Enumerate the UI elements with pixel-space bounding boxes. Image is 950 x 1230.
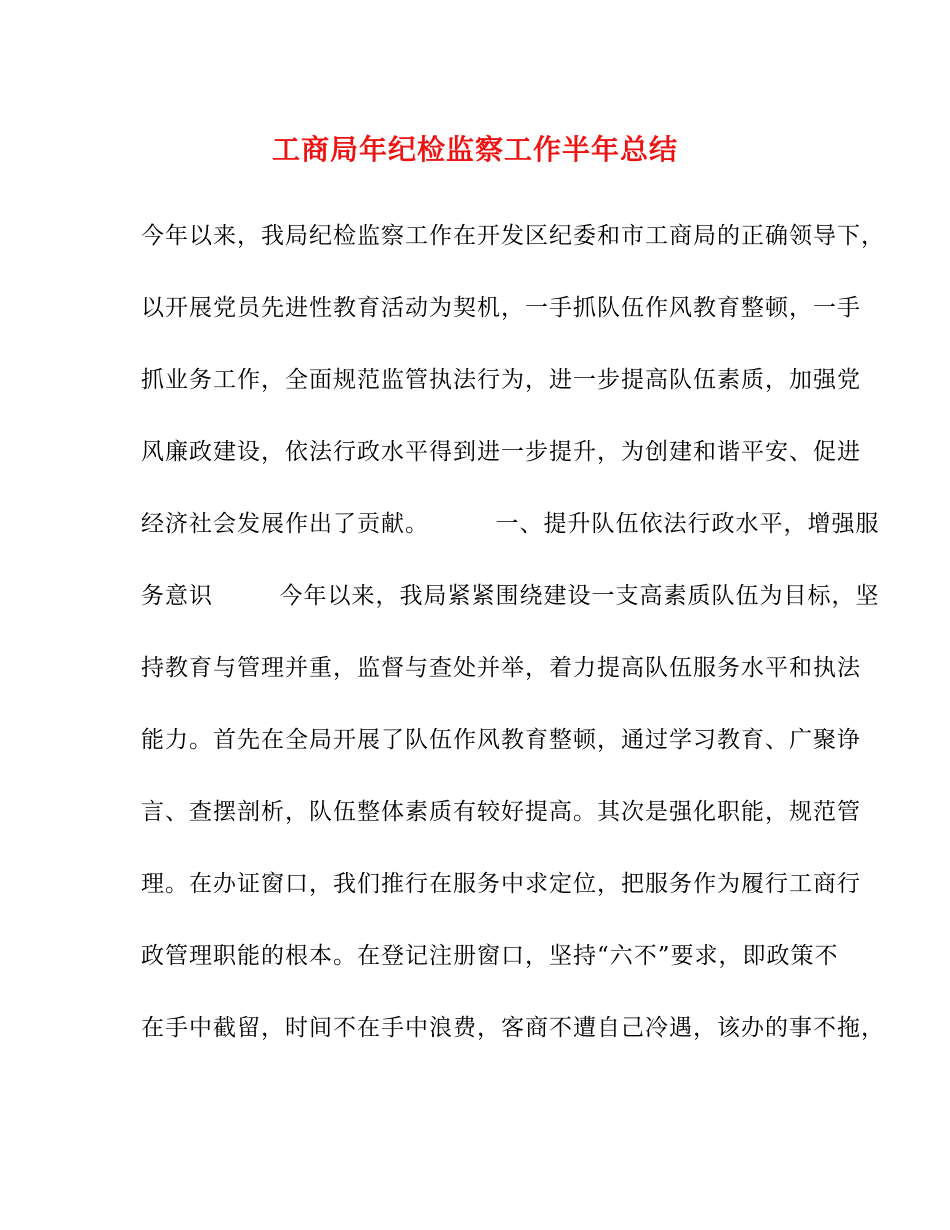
body-line: 抓业务工作，全面规范监管执法行为，进一步提高队伍素质，加强党 (141, 367, 861, 393)
body-line: 能力。首先在全局开展了队伍作风教育整顿，通过学习教育、广聚诤 (141, 727, 861, 753)
body-line: 经济社会发展作出了贡献。 一、提升队伍依法行政水平，增强服 (141, 511, 880, 537)
body-line: 政管理职能的根本。在登记注册窗口，坚持“六不”要求，即政策不 (141, 943, 839, 969)
body-line: 言、查摆剖析，队伍整体素质有较好提高。其次是强化职能，规范管 (141, 799, 861, 825)
document-title: 工商局年纪检监察工作半年总结 (271, 133, 678, 166)
body-line: 今年以来，我局纪检监察工作在开发区纪委和市工商局的正确领导下， (141, 223, 885, 249)
body-line: 持教育与管理并重，监督与查处并举，着力提高队伍服务水平和执法 (141, 655, 861, 681)
document-body (141, 200, 885, 1064)
body-line: 理。在办证窗口，我们推行在服务中求定位，把服务作为履行工商行 (141, 871, 861, 897)
body-line: 务意识 今年以来，我局紧紧围绕建设一支高素质队伍为目标，坚 (141, 583, 880, 609)
body-line: 风廉政建设，依法行政水平得到进一步提升，为创建和谐平安、促进 (141, 439, 861, 465)
body-line: 以开展党员先进性教育活动为契机，一手抓队伍作风教育整顿，一手 (141, 295, 861, 321)
body-line: 在手中截留，时间不在手中浪费，客商不遭自己冷遇，该办的事不拖， (141, 1015, 885, 1041)
